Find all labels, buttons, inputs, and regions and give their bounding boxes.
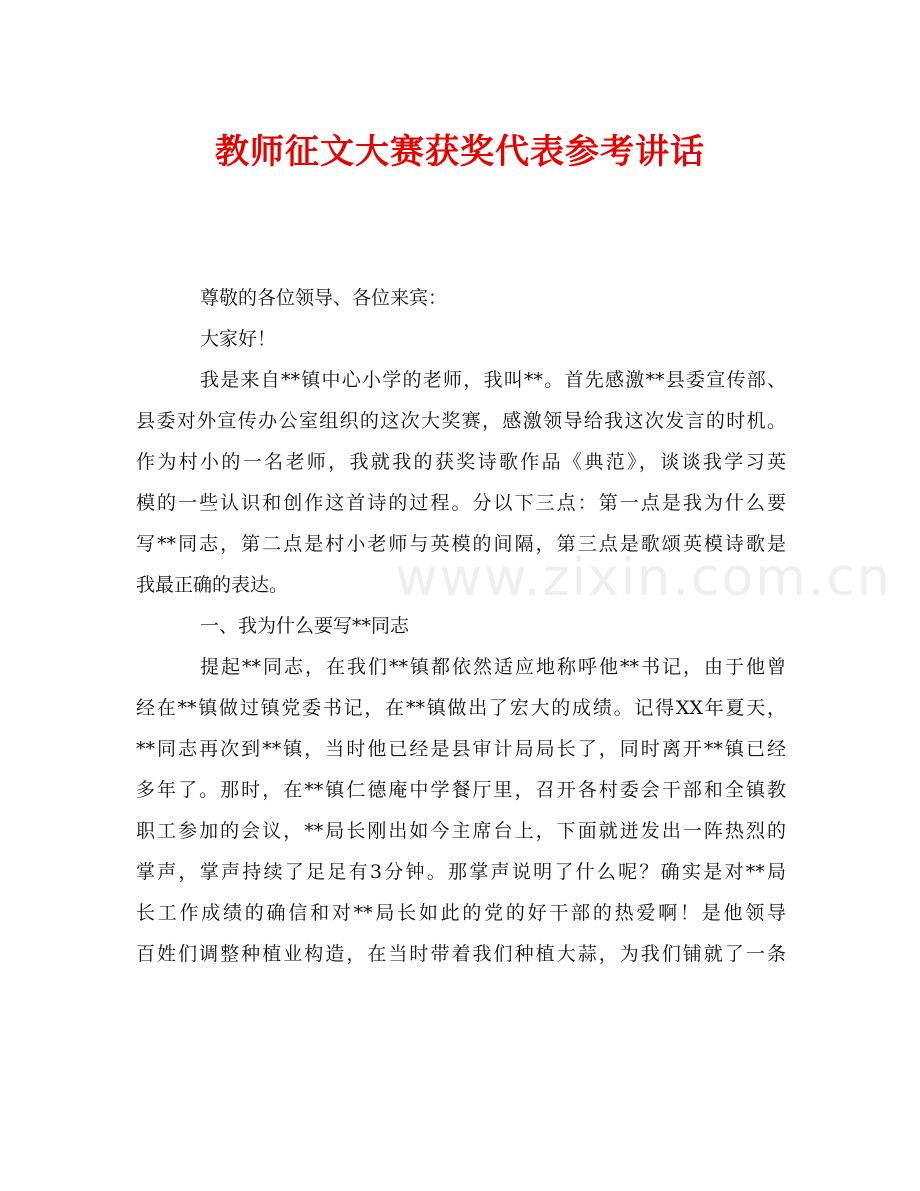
greeting-paragraph <box>136 319 786 360</box>
text-line: 多年了。那时，在**镇仁德庵中学餐厅里，召开各村委会干部和全镇教 <box>136 779 786 801</box>
text-line: 长工作成绩的确信和对**局长如此的党的好干部的热爱啊！是他领导 <box>136 902 786 924</box>
text-line: 模的一些认识和创作这首诗的过程。分以下三点：第一点是我为什么要 <box>136 492 786 514</box>
intro-paragraph <box>136 360 786 606</box>
text-line: 尊敬的各位领导、各位来宾： <box>200 287 448 309</box>
text-line: 我最正确的表达。 <box>136 574 289 596</box>
section-1-paragraph <box>136 647 786 975</box>
text-line: 写**同志，第二点是村小老师与英模的间隔，第三点是歌颂英模诗歌是 <box>136 533 786 555</box>
text-line: 大家好！ <box>200 328 277 350</box>
text-line: 作为村小的一名老师，我就我的获奖诗歌作品《典范》，谈谈我学习英 <box>136 451 786 473</box>
text-line: 一、我为什么要写**同志 <box>200 615 410 637</box>
document-title: 教师征文大赛获奖代表参考讲话 <box>215 132 705 172</box>
text-line: 我是来自**镇中心小学的老师，我叫**。首先感激**县委宣传部、 <box>200 369 786 391</box>
section-heading <box>136 606 786 647</box>
text-line: 经在**镇做过镇党委书记，在**镇做出了宏大的成绩。记得XX年夏天， <box>136 697 786 719</box>
document-body <box>136 278 786 975</box>
text-line: 百姓们调整种植业构造，在当时带着我们种植大蒜，为我们铺就了一条 <box>136 943 786 965</box>
salutation-paragraph <box>136 278 786 319</box>
text-line: 掌声，掌声持续了足足有3分钟。那掌声说明了什么呢？确实是对**局 <box>136 861 786 883</box>
text-line: 职工参加的会议，**局长刚出如今主席台上，下面就迸发出一阵热烈的 <box>136 820 786 842</box>
text-line: 县委对外宣传办公室组织的这次大奖赛，感激领导给我这次发言的时机。 <box>136 410 786 432</box>
text-line: **同志再次到**镇，当时他已经是县审计局局长了，同时离开**镇已经 <box>136 738 786 760</box>
text-line: 提起**同志，在我们**镇都依然适应地称呼他**书记，由于他曾 <box>200 656 786 678</box>
watermark: www.zixin.com.cn <box>395 548 892 608</box>
